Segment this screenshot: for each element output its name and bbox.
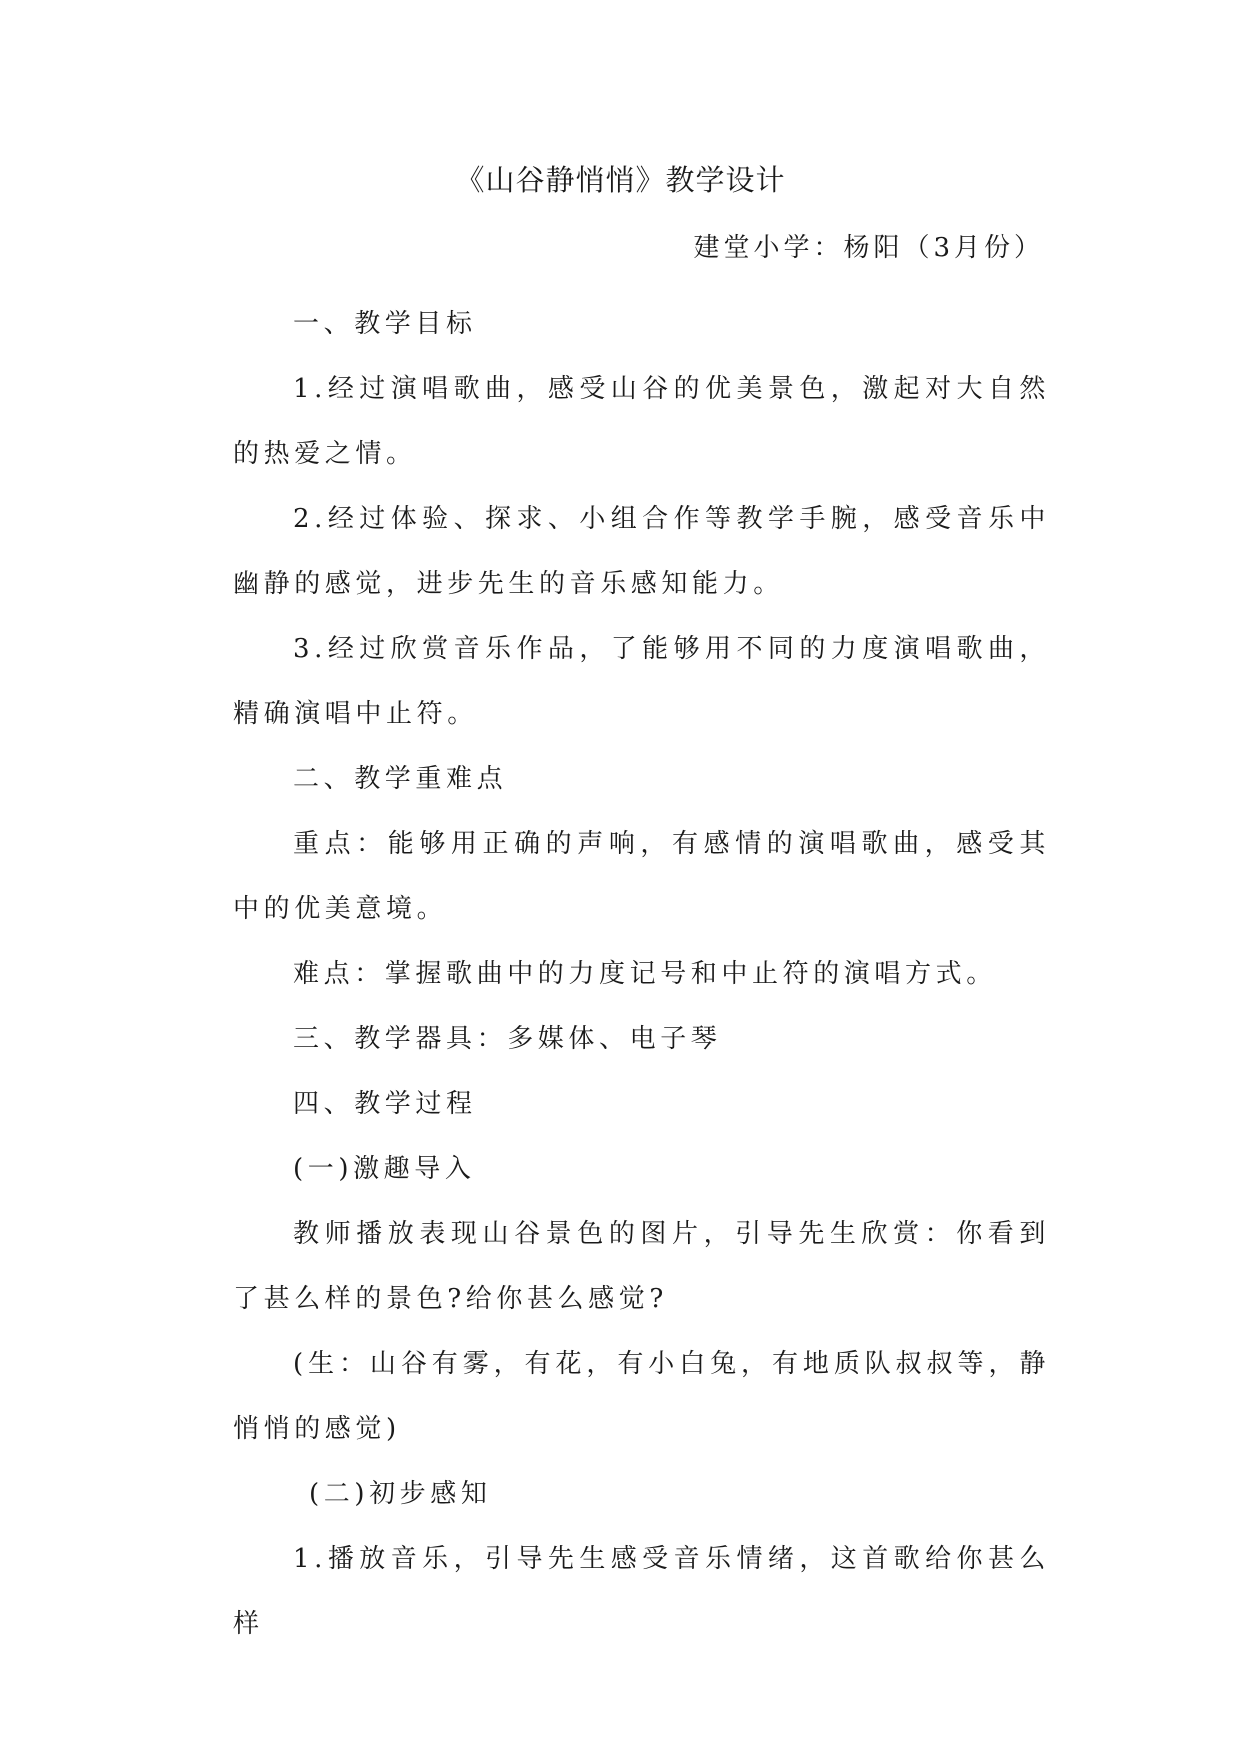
section-heading-tools: 三、教学器具：多媒体、电子琴 — [293, 1024, 722, 1054]
subheading-intro: (一)激趣导入 — [293, 1154, 476, 1184]
document-title: 《山谷静悄悄》教学设计 — [455, 163, 786, 197]
section-heading-objectives: 一、教学目标 — [293, 309, 477, 339]
section-heading-key-points: 二、教学重难点 — [293, 764, 508, 794]
key-point: 重点：能够用正确的声响，有感情的演唱歌曲，感受其中的优美意境。 — [233, 829, 1050, 924]
intro-paragraph: 教师播放表现山谷景色的图片，引导先生欣赏：你看到了甚么样的景色?给你甚么感觉? — [233, 1219, 1050, 1314]
objective-2: 2.经过体验、探求、小组合作等教学手腕，感受音乐中幽静的感觉，进步先生的音乐感知能力。 — [233, 504, 1050, 599]
objective-3: 3.经过欣赏音乐作品，了能够用不同的力度演唱歌曲，精确演唱中止符。 — [233, 634, 1050, 729]
student-response: (生：山谷有雾，有花，有小白兔，有地质队叔叔等，静悄悄的感觉) — [233, 1349, 1050, 1444]
difficult-point: 难点：掌握歌曲中的力度记号和中止符的演唱方式。 — [293, 959, 997, 989]
subheading-perception: (二)初步感知 — [309, 1479, 492, 1509]
document-body — [233, 292, 1050, 1657]
objective-1: 1.经过演唱歌曲，感受山谷的优美景色，激起对大自然的热爱之情。 — [233, 374, 1050, 469]
section-heading-process: 四、教学过程 — [293, 1089, 477, 1119]
perception-step-1: 1.播放音乐，引导先生感受音乐情绪，这首歌给你甚么样 — [233, 1544, 1050, 1639]
author-line: 建堂小学：杨阳（3月份） — [693, 233, 1044, 263]
